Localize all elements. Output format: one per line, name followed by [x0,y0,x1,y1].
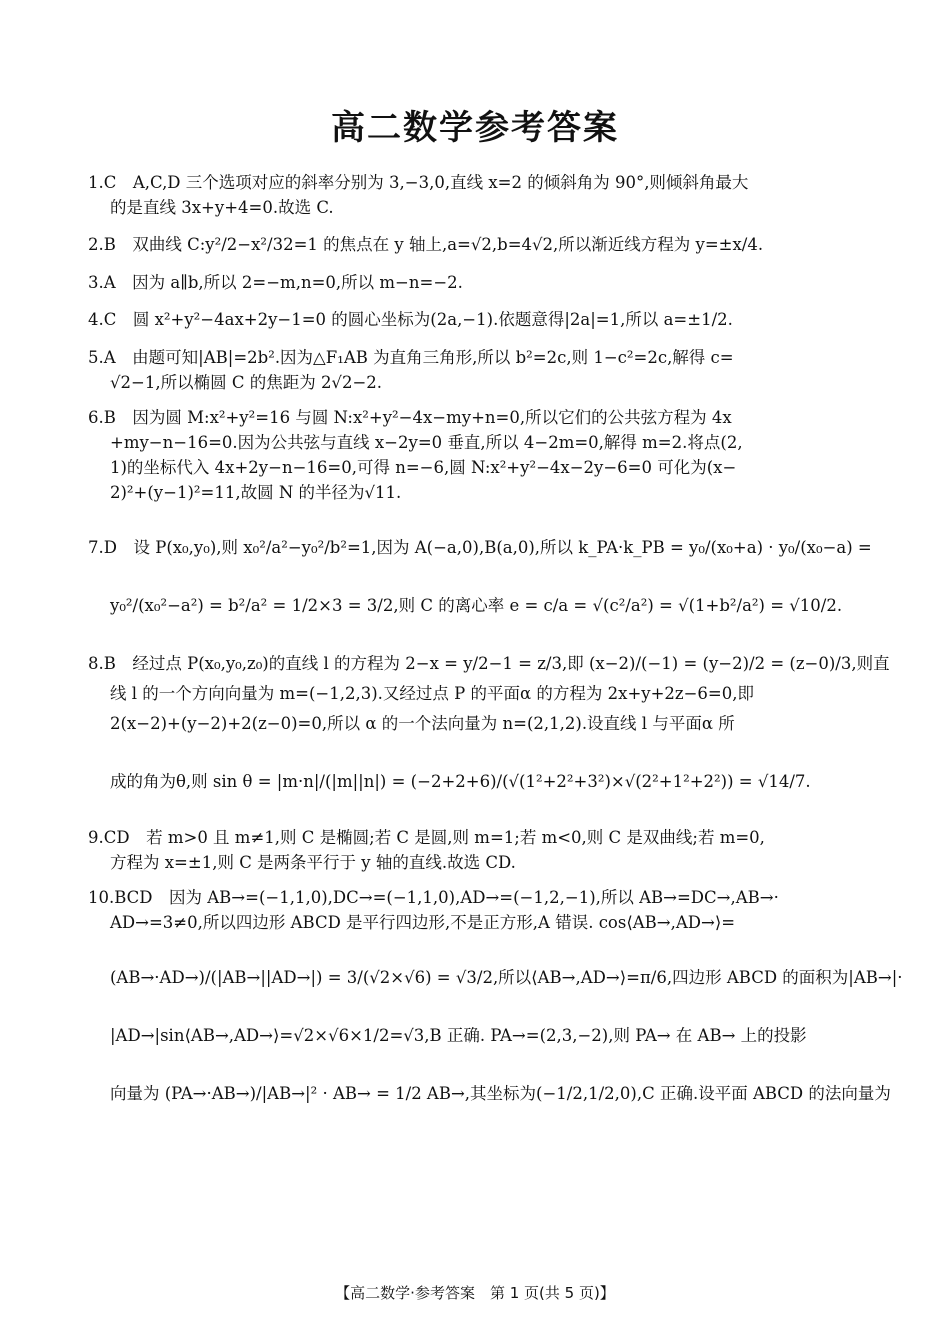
answer-9-line-1: 9.CD 若 m>0 且 m≠1,则 C 是椭圆;若 C 是圆,则 m=1;若 m<0,则 C 是双曲线;若 m=0, [88,828,765,847]
answer-6-line-4: 2)²+(y−1)²=11,故圆 N 的半径为√11. [110,483,402,502]
answer-8-line-1: 8.B 经过点 P(x₀,y₀,z₀)的直线 l 的方程为 2−x = y/2−1 = z/3,即 (x−2)/(−1) = (y−2)/2 = (z−0)/3,则直 [88,654,890,673]
answer-6-line-3: 1)的坐标代入 4x+2y−n−16=0,可得 n=−6,圆 N:x²+y²−4x−2y−6=0 可化为(x− [110,458,737,477]
page-footer: 【高二数学·参考答案 第 1 页(共 5 页)】 [335,1284,615,1302]
answer-10-line-3: (AB→·AD→)/(|AB→||AD→|) = 3/(√2×√6) = √3/2,所以⟨AB→,AD→⟩=π/6,四边形 ABCD 的面积为|AB→|· [110,968,903,987]
answer-3-line-1: 3.A 因为 a∥b,所以 2=−m,n=0,所以 m−n=−2. [88,273,463,292]
answer-2-line-1: 2.B 双曲线 C:y²/2−x²/32=1 的焦点在 y 轴上,a=√2,b=4√2,所以渐近线方程为 y=±x/4. [88,235,764,254]
answer-9-line-2: 方程为 x=±1,则 C 是两条平行于 y 轴的直线.故选 CD. [110,853,516,872]
answer-6-line-1: 6.B 因为圆 M:x²+y²=16 与圆 N:x²+y²−4x−my+n=0,所以它们的公共弦方程为 4x [88,408,732,427]
answer-8-line-4: 成的角为θ,则 sin θ = |m·n|/(|m||n|) = (−2+2+6)/(√(1²+2²+3²)×√(2²+1²+2²)) = √14/7. [110,772,811,791]
page-title: 高二数学参考答案 [331,108,619,148]
answer-6-line-2: +my−n−16=0.因为公共弦与直线 x−2y=0 垂直,所以 4−2m=0,解得 m=2.将点(2, [110,433,743,452]
answer-1-line-1: 1.C A,C,D 三个选项对应的斜率分别为 3,−3,0,直线 x=2 的倾斜角为 90°,则倾斜角最大 [88,173,749,192]
answer-5-line-1: 5.A 由题可知|AB|=2b².因为△F₁AB 为直角三角形,所以 b²=2c,则 1−c²=2c,解得 c= [88,348,734,367]
answer-1-line-2: 的是直线 3x+y+4=0.故选 C. [110,198,334,217]
answer-4-line-1: 4.C 圆 x²+y²−4ax+2y−1=0 的圆心坐标为(2a,−1).依题意得|2a|=1,所以 a=±1/2. [88,310,733,329]
answer-7-line-1: 7.D 设 P(x₀,y₀),则 x₀²/a²−y₀²/b²=1,因为 A(−a,0),B(a,0),所以 k_PA·k_PB = y₀/(x₀+a) · y₀/(x₀−a) = [88,538,872,557]
answer-list [88,170,903,1109]
answer-10-line-2: AD→=3≠0,所以四边形 ABCD 是平行四边形,不是正方形,A 错误. cos⟨AB→,AD→⟩= [110,913,736,932]
answer-8-line-3: 2(x−2)+(y−2)+2(z−0)=0,所以 α 的一个法向量为 n=(2,1,2).设直线 l 与平面α 所 [110,714,735,733]
answer-7-line-2: y₀²/(x₀²−a²) = b²/a² = 1/2×3 = 3/2,则 C 的离心率 e = c/a = √(c²/a²) = √(1+b²/a²) = √10/2. [110,596,843,615]
answer-8-line-2: 线 l 的一个方向向量为 m=(−1,2,3).又经过点 P 的平面α 的方程为 2x+y+2z−6=0,即 [110,684,754,703]
answer-10-line-5: 向量为 (PA→·AB→)/|AB→|² · AB→ = 1/2 AB→,其坐标为(−1/2,1/2,0),C 正确.设平面 ABCD 的法向量为 [110,1084,891,1103]
answer-10-line-4: |AD→|sin⟨AB→,AD→⟩=√2×√6×1/2=√3,B 正确. PA→=(2,3,−2),则 PA→ 在 AB→ 上的投影 [110,1026,807,1045]
answer-5-line-2: √2−1,所以椭圆 C 的焦距为 2√2−2. [110,373,383,392]
answer-10-line-1: 10.BCD 因为 AB→=(−1,1,0),DC→=(−1,1,0),AD→=(−1,2,−1),所以 AB→=DC→,AB→· [88,888,779,907]
